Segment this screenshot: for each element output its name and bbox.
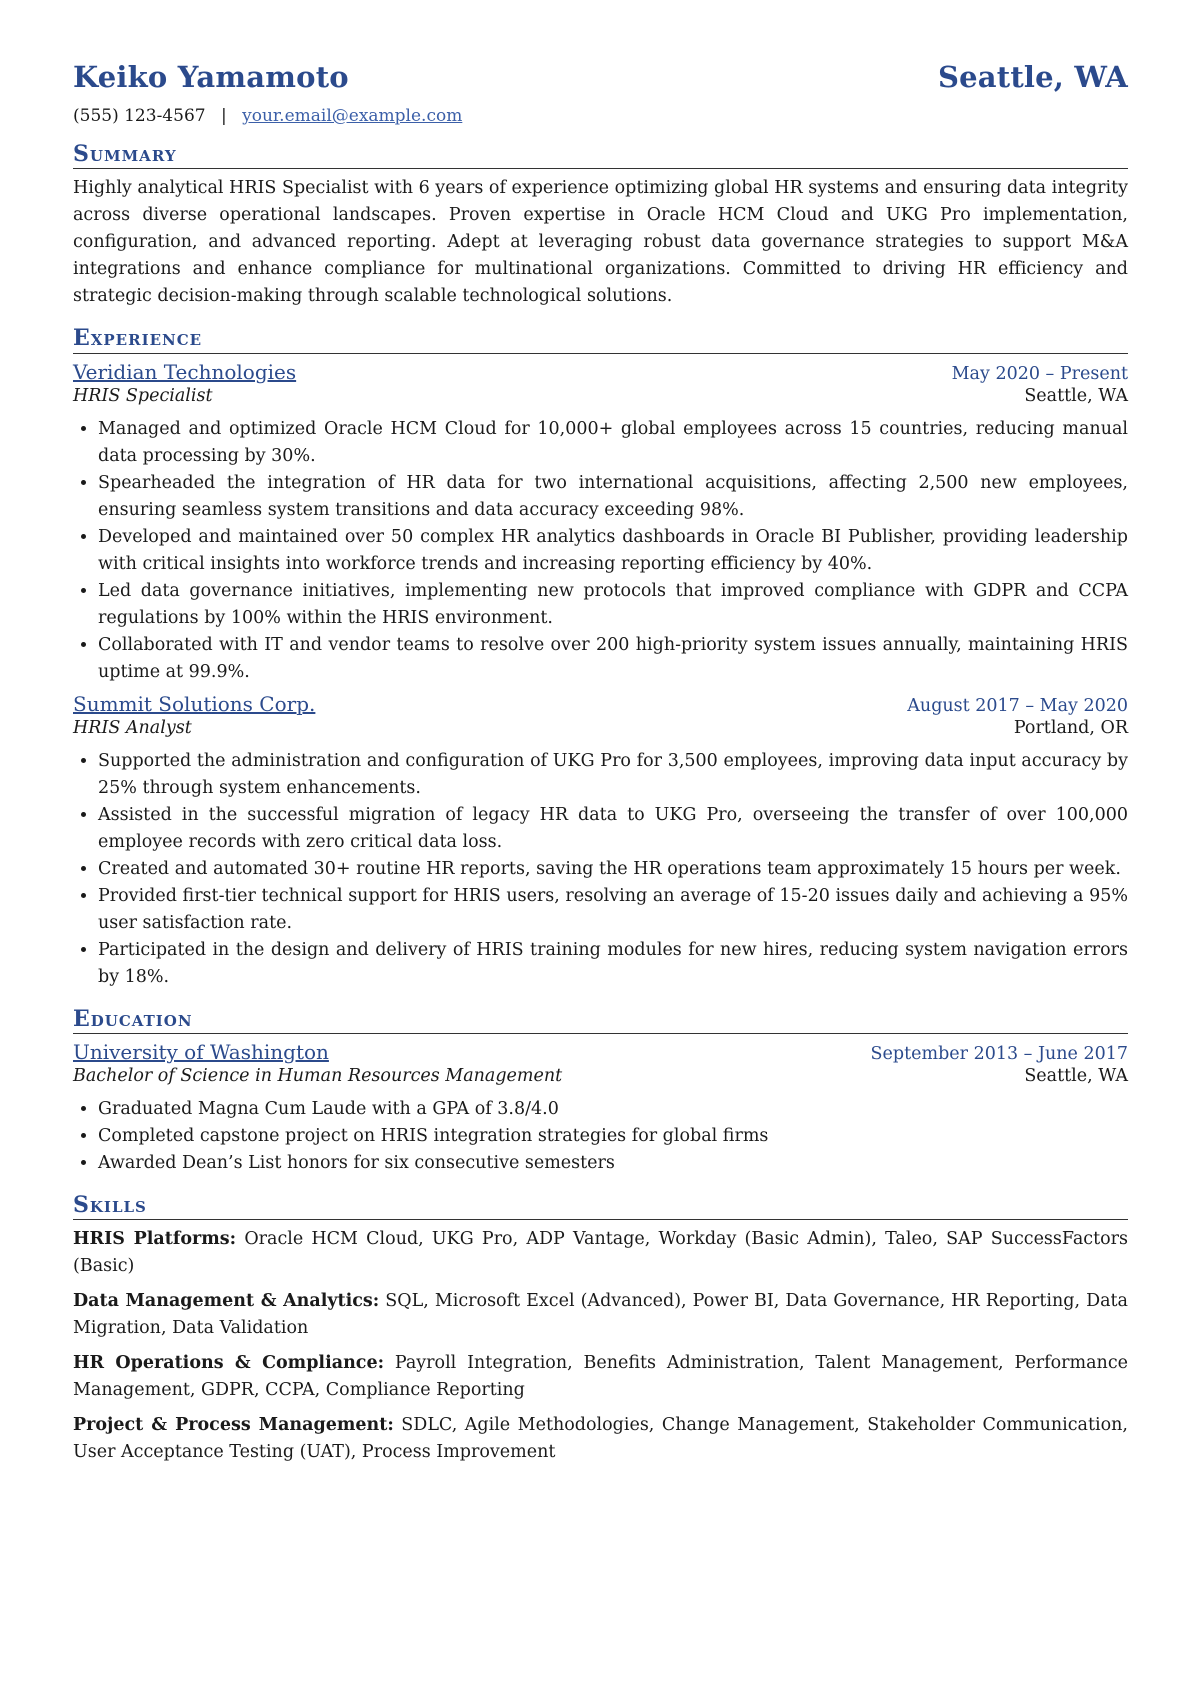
- job-header: [73, 692, 1128, 716]
- education-entry: [73, 1040, 1128, 1177]
- list-item: • Spearheaded the integration of HR data for two international acquisitions, affecting 2,500 new employees, ensuring seamless system transitions and data accuracy exceeding 98%.: [98, 470, 1128, 524]
- job-location: Seattle, WA: [1024, 385, 1128, 406]
- job-bullets: [73, 416, 1128, 686]
- job-role: HRIS Specialist: [73, 385, 213, 406]
- skill-list: Oracle HCM Cloud, UKG Pro, ADP Vantage, Workday (Basic Admin), Taleo, SAP SuccessFactors (Basic): [73, 1229, 1128, 1277]
- skill-group: [73, 1288, 1128, 1342]
- job-entry: [73, 360, 1128, 686]
- job-dates: May 2020 – Present: [951, 363, 1128, 384]
- job-subheader: [73, 386, 1128, 406]
- job-bullets: [73, 748, 1128, 991]
- education-bullets: [73, 1096, 1128, 1177]
- job-subheader: [73, 718, 1128, 738]
- email-link[interactable]: your.email@example.com: [242, 106, 463, 126]
- list-item: • Created and automated 30+ routine HR reports, saving the HR operations team approximately 15 hours per week.: [98, 856, 1128, 883]
- section-title-experience: Experience: [73, 326, 1128, 353]
- list-item: • Participated in the design and delivery of HRIS training modules for new hires, reducing system navigation errors by 18%.: [98, 937, 1128, 991]
- skill-label: HRIS Platforms:: [73, 1229, 237, 1250]
- list-item: • Graduated Magna Cum Laude with a GPA of 3.8/4.0: [98, 1096, 1128, 1123]
- phone-number: (555) 123-4567: [73, 106, 206, 126]
- skill-list: SQL, Microsoft Excel (Advanced), Power BI, Data Governance, HR Reporting, Data Migration, Data Validation: [73, 1291, 1128, 1339]
- school-link[interactable]: University of Washington: [73, 1039, 329, 1064]
- skill-label: Data Management & Analytics:: [73, 1291, 380, 1312]
- candidate-location: Seattle, WA: [937, 60, 1128, 94]
- skill-label: Project & Process Management:: [73, 1415, 394, 1436]
- section-title-summary: Summary: [73, 142, 1128, 169]
- education-location: Seattle, WA: [1024, 1065, 1128, 1086]
- skill-group: [73, 1412, 1128, 1466]
- section-title-skills: Skills: [73, 1193, 1128, 1220]
- resume-header: [73, 60, 1128, 94]
- candidate-name: Keiko Yamamoto: [73, 60, 349, 94]
- company-link[interactable]: Summit Solutions Corp.: [73, 691, 316, 716]
- list-item: • Developed and maintained over 50 complex HR analytics dashboards in Oracle BI Publisher, providing leadership with critical insights into workforce trends and increasing reporting efficiency by 40%.: [98, 524, 1128, 578]
- job-dates: August 2017 – May 2020: [907, 695, 1128, 716]
- skill-group: [73, 1226, 1128, 1280]
- education-dates: September 2013 – June 2017: [870, 1043, 1128, 1064]
- company-link[interactable]: Veridian Technologies: [73, 359, 297, 384]
- job-location: Portland, OR: [1013, 717, 1128, 738]
- contact-line: [73, 106, 1128, 126]
- skill-list: Payroll Integration, Benefits Administration, Talent Management, Performance Management, GDPR, CCPA, Compliance Reporting: [73, 1353, 1128, 1401]
- job-header: [73, 360, 1128, 384]
- list-item: • Led data governance initiatives, implementing new protocols that improved compliance with GDPR and CCPA regulations by 100% within the HRIS environment.: [98, 578, 1128, 632]
- summary-text: Highly analytical HRIS Specialist with 6 years of experience optimizing global HR systems and ensuring data integrity across diverse operational landscapes. Proven expertise in Oracle HCM Cloud and UKG Pro implementation, configuration, and advanced reporting. Adept at leveraging robust data governance strategies to support M&A integrations and enhance compliance for multinational organizations. Committed to driving HR efficiency and strategic decision-making through scalable technological solutions.: [73, 178, 1128, 307]
- contact-separator: |: [220, 106, 227, 126]
- skill-label: HR Operations & Compliance:: [73, 1353, 385, 1374]
- list-item: • Collaborated with IT and vendor teams to resolve over 200 high-priority system issues annually, maintaining HRIS uptime at 99.9%.: [98, 632, 1128, 686]
- section-title-education: Education: [73, 1007, 1128, 1034]
- resume-page: [73, 60, 1128, 1466]
- job-entry: [73, 692, 1128, 991]
- education-header: [73, 1040, 1128, 1064]
- education-subheader: [73, 1066, 1128, 1086]
- list-item: • Supported the administration and configuration of UKG Pro for 3,500 employees, improving data input accuracy by 25% through system enhancements.: [98, 748, 1128, 802]
- list-item: • Provided first-tier technical support for HRIS users, resolving an average of 15-20 issues daily and achieving a 95% user satisfaction rate.: [98, 883, 1128, 937]
- list-item: • Assisted in the successful migration of legacy HR data to UKG Pro, overseeing the transfer of over 100,000 employee records with zero critical data loss.: [98, 802, 1128, 856]
- skill-list: SDLC, Agile Methodologies, Change Management, Stakeholder Communication, User Acceptance Testing (UAT), Process Improvement: [73, 1415, 1128, 1463]
- job-role: HRIS Analyst: [73, 717, 192, 738]
- list-item: • Completed capstone project on HRIS integration strategies for global firms: [98, 1123, 1128, 1150]
- list-item: • Awarded Dean’s List honors for six consecutive semesters: [98, 1150, 1128, 1177]
- degree: Bachelor of Science in Human Resources Management: [73, 1065, 563, 1086]
- skill-group: [73, 1350, 1128, 1404]
- list-item: • Managed and optimized Oracle HCM Cloud for 10,000+ global employees across 15 countries, reducing manual data processing by 30%.: [98, 416, 1128, 470]
